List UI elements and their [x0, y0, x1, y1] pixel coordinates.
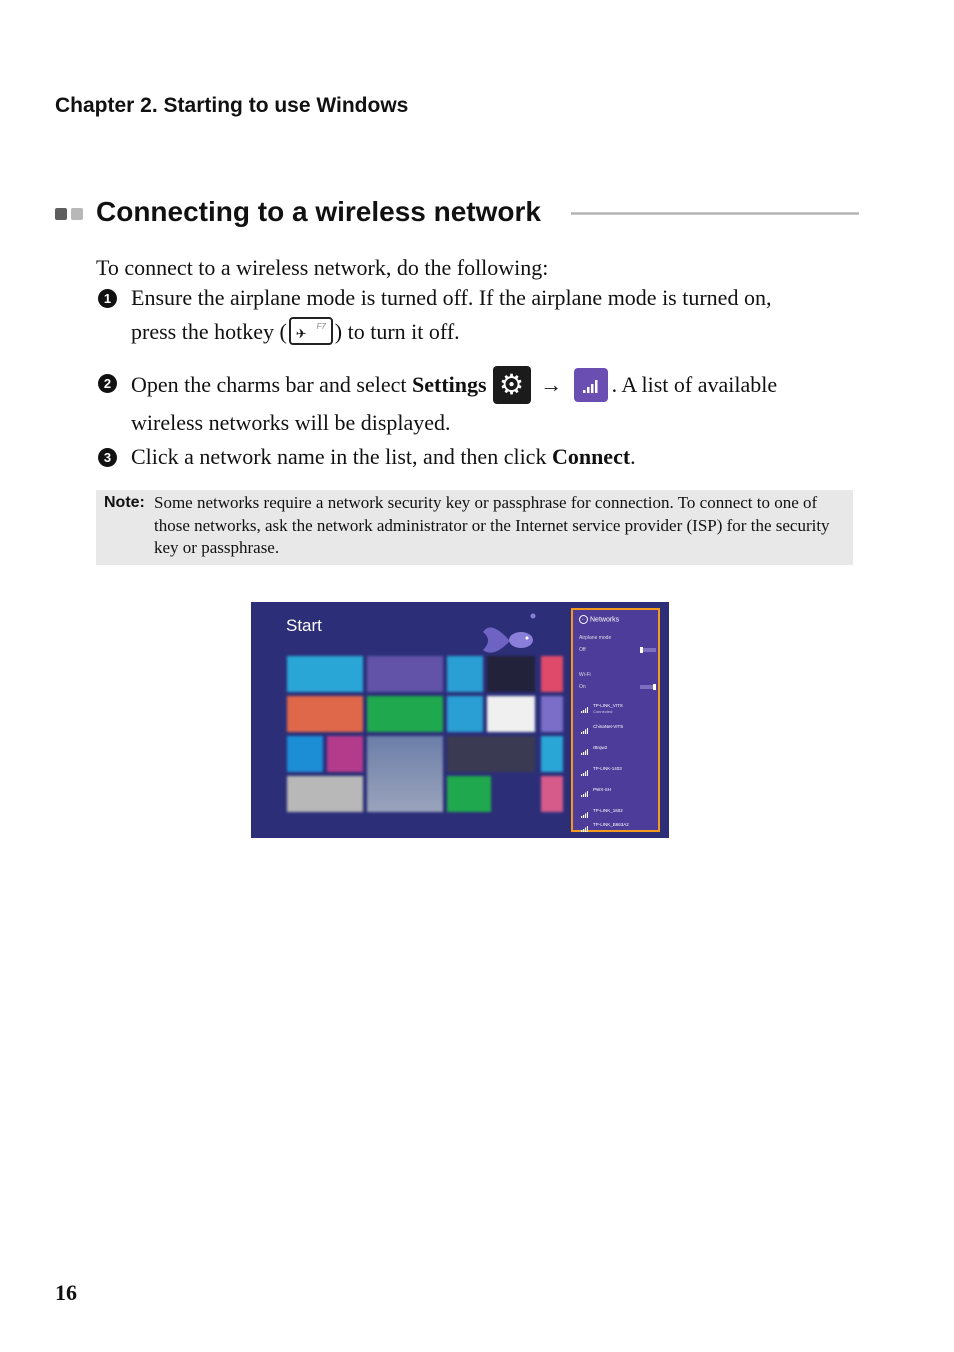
step-1-line-1: Ensure the airplane mode is turned off. If the airplane mode is turned on,: [131, 285, 772, 310]
tile: [541, 736, 563, 772]
wifi-signal-icon: [581, 749, 588, 755]
step-number-2: 2: [98, 374, 117, 393]
hotkey-label: F7: [316, 321, 326, 331]
tile: [487, 696, 535, 732]
toggle-thumb: [653, 684, 656, 690]
tile: [287, 776, 363, 812]
network-item[interactable]: [581, 723, 656, 737]
wifi-signal-icon: [581, 707, 588, 713]
tile: [447, 736, 535, 772]
network-item[interactable]: [581, 821, 656, 835]
wifi-signal-icon: [581, 826, 588, 832]
note-label: Note:: [104, 494, 145, 511]
step-2-text-after: . A list of available: [611, 372, 778, 398]
airplane-mode-value: Off: [579, 647, 586, 653]
network-name: ChinaNet-VITS: [593, 724, 624, 729]
chapter-header: Chapter 2. Starting to use Windows: [55, 94, 409, 117]
tile: [367, 696, 443, 732]
start-screen-screenshot: [251, 602, 669, 838]
arrow: →: [540, 372, 563, 398]
betta-fish-graphic: [481, 610, 541, 670]
start-label: Start: [286, 616, 322, 635]
heading-bullet-light: [71, 208, 83, 220]
network-item[interactable]: [581, 786, 656, 800]
tile: [541, 696, 563, 732]
step-number-3: 3: [98, 448, 117, 467]
tile: [541, 656, 563, 692]
step-number-1: 1: [98, 289, 117, 308]
network-name: TP-LINK_1602: [593, 808, 623, 813]
step-2-line-1: [131, 368, 777, 406]
step-2-text-before: Open the charms bar and select: [131, 372, 412, 398]
tile: [287, 696, 363, 732]
network-item[interactable]: [581, 807, 656, 821]
wifi-signal-icon: [581, 812, 588, 818]
wifi-signal-icon: [581, 770, 588, 776]
tile: [287, 736, 323, 772]
network-name: TP-LINK_VITS: [593, 703, 623, 708]
tile: [287, 656, 363, 692]
gear-icon: ⚙: [499, 368, 525, 401]
network-name: PWX-SH: [593, 787, 611, 792]
tile: [367, 656, 443, 692]
tile: [327, 736, 363, 772]
network-item[interactable]: [581, 702, 656, 716]
airplane-hotkey: [289, 317, 333, 345]
networks-panel: [571, 608, 660, 832]
heading-bullet-dark: [55, 208, 67, 220]
airplane-icon: ✈: [295, 326, 307, 342]
wifi-value: On: [579, 684, 586, 690]
tile: [367, 736, 443, 812]
networks-panel-title: [579, 615, 619, 624]
note-box: [96, 490, 853, 565]
intro-text: To connect to a wireless network, do the following:: [96, 255, 549, 280]
wifi-toggle[interactable]: [640, 685, 656, 689]
step-1-text-after: ) to turn it off.: [334, 319, 460, 344]
section-title: Connecting to a wireless network: [96, 196, 541, 227]
section-heading: [55, 196, 860, 232]
settings-term: Settings: [412, 372, 487, 398]
toggle-thumb: [640, 647, 643, 653]
step-1-text-before: press the hotkey (: [131, 319, 287, 344]
note-text: Some networks require a network security key or passphrase for connection. To connect to one of those networks, ask the network administrator or the Internet service provider (ISP) for the security key or passphrase.: [154, 493, 830, 557]
wifi-signal-icon: [581, 728, 588, 734]
network-name: TP-LINK_B663A2: [593, 822, 629, 827]
tile: [447, 776, 491, 812]
wifi-signal-icon: [581, 791, 588, 797]
networks-title-text: Networks: [590, 616, 620, 624]
network-name: rBrqw2: [593, 745, 608, 750]
airplane-mode-label: Airplane mode: [579, 635, 612, 641]
wifi-label: Wi-Fi: [579, 672, 591, 678]
network-name: TP-LINK-1403: [593, 766, 622, 771]
step-3-line: [131, 442, 636, 472]
tile: [447, 696, 483, 732]
back-arrow-icon[interactable]: ←: [581, 616, 586, 622]
network-charm: [574, 368, 608, 402]
network-item[interactable]: [581, 765, 656, 779]
step-1-line-2: [131, 317, 460, 348]
connect-term: Connect: [551, 444, 631, 469]
wifi-signal-icon: [574, 368, 608, 402]
step-3-text-before: Click a network name in the list, and then click: [131, 444, 552, 469]
network-item[interactable]: [581, 744, 656, 758]
heading-rule: [571, 212, 859, 215]
step-2-line-2: wireless networks will be displayed.: [131, 410, 451, 435]
airplane-mode-toggle[interactable]: [640, 648, 656, 652]
tile: [447, 656, 483, 692]
tile: [541, 776, 563, 812]
network-status: Connected: [593, 709, 613, 714]
step-3-text-after: .: [630, 444, 636, 469]
page-number: 16: [55, 1280, 77, 1305]
settings-charm: [493, 366, 531, 404]
